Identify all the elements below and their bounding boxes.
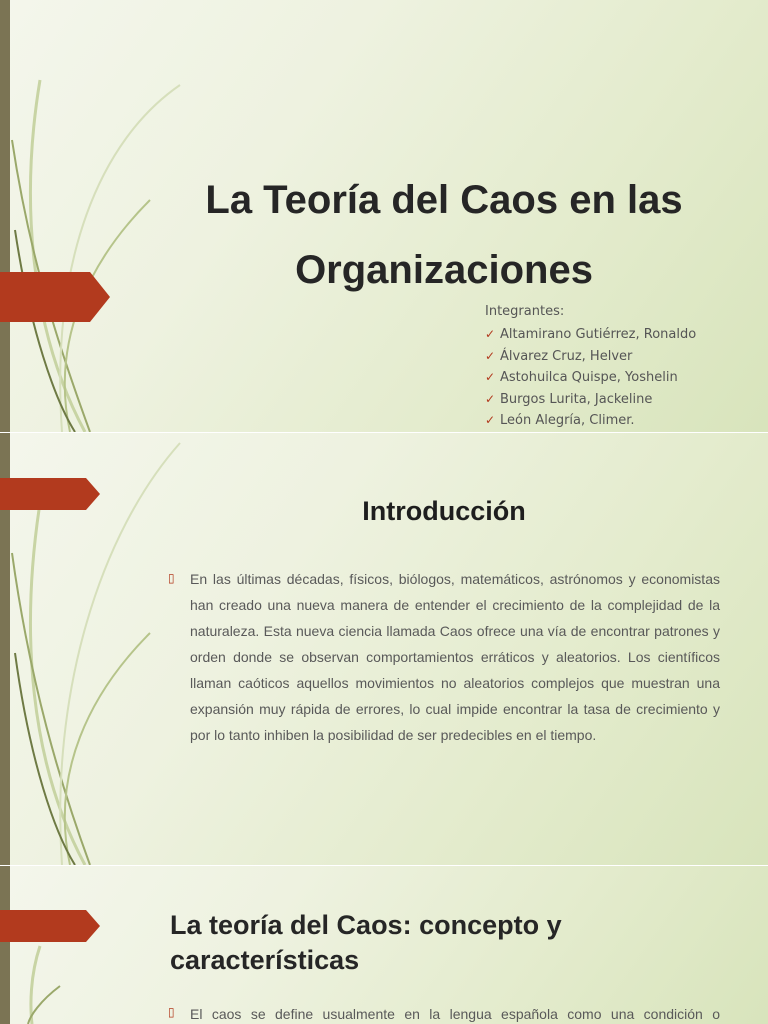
slide-introduccion bbox=[0, 433, 768, 865]
slide-concepto bbox=[0, 866, 768, 1024]
checkmark-icon: ✓ bbox=[485, 391, 496, 406]
concept-paragraph: El caos se define usualmente en la lengua española como una condición o bbox=[190, 1006, 720, 1022]
intro-paragraph: En las últimas décadas, físicos, biólogos, matemáticos, astrónomos y economistas han creado una nueva manera de entender el crecimiento de la complejidad de la naturaleza. Esta nueva ciencia llamada Caos ofrece una vía de encontrar patrones y orden donde se observan comportamientos erráticos y aleatorios. Los científicos llaman caóticos aquellos movimientos no aleatorios complejos que muestran una expansión muy rápida de errores, lo cual impide encontrar la tasa de crecimiento y por lo tanto inhiben la posibilidad de ser predecibles en el tiempo. bbox=[190, 571, 720, 743]
triangle-bullet-icon: ▯ bbox=[168, 1005, 175, 1019]
checkmark-icon: ✓ bbox=[485, 348, 496, 363]
checkmark-icon: ✓ bbox=[485, 370, 496, 385]
checkmark-icon: ✓ bbox=[485, 413, 496, 428]
red-arrow-tab bbox=[0, 272, 110, 322]
checkmark-icon: ✓ bbox=[485, 327, 496, 341]
title-line-2: Organizaciones bbox=[295, 248, 593, 292]
triangle-bullet-icon: ▯ bbox=[168, 571, 175, 585]
red-arrow-tab bbox=[0, 478, 100, 510]
member-item: ✓ Astohuilca Quispe, Yoshelin bbox=[485, 367, 696, 389]
slide-title bbox=[0, 0, 768, 432]
member-item: ✓ Álvarez Cruz, Helver bbox=[485, 346, 696, 368]
members-list bbox=[485, 324, 696, 432]
members-label: Integrantes: bbox=[485, 304, 565, 319]
title-line-1: La Teoría del Caos en las bbox=[205, 178, 683, 222]
presentation-title bbox=[120, 165, 768, 305]
members-block bbox=[485, 302, 696, 432]
member-item: ✓ Altamirano Gutiérrez, Ronaldo bbox=[485, 324, 696, 346]
member-item: ✓ Burgos Lurita, Jackeline bbox=[485, 389, 696, 411]
section-title: Introducción bbox=[362, 496, 526, 526]
section-title: La teoría del Caos: concepto y características bbox=[170, 910, 562, 975]
red-arrow-tab bbox=[0, 910, 100, 942]
member-item: ✓ León Alegría, Climer. bbox=[485, 410, 696, 432]
